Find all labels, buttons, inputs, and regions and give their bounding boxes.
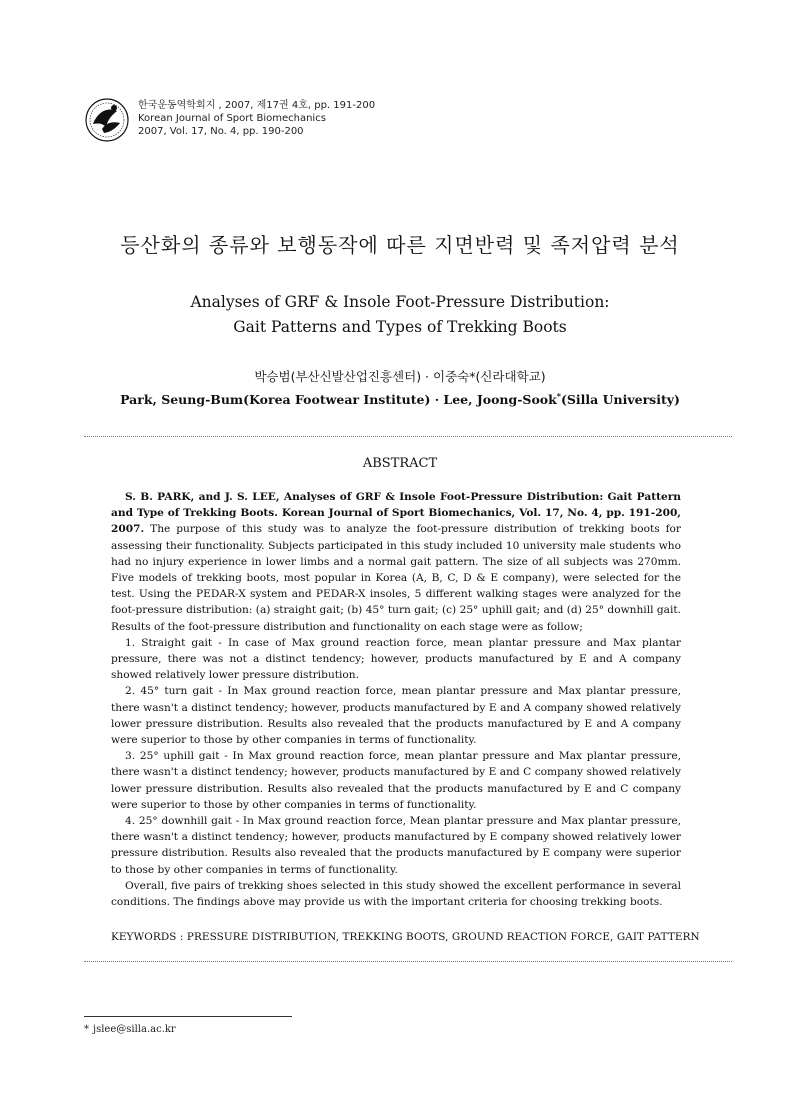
abstract-item-1: 1. Straight gait - In case of Max ground reaction force, mean plantar pressure and Max plantar pressure, there was not a distinct tendency; however, products manufactured by E and A company showed relatively lower pressure distribution. (111, 636, 681, 682)
korean-title: 등산화의 종류와 보행동작에 따른 지면반력 및 족저압력 분석 (120, 233, 680, 257)
keywords: KEYWORDS : PRESSURE DISTRIBUTION, TREKKING BOOTS, GROUND REACTION FORCE, GAIT PATTERN (111, 931, 700, 943)
authors-korean: 박승범(부산신발산업진흥센터) · 이중숙*(신라대학교) (254, 369, 546, 384)
journal-line-volume: 2007, Vol. 17, No. 4, pp. 190-200 (138, 126, 304, 137)
english-title-line2: Gait Patterns and Types of Trekking Boots (233, 318, 567, 336)
footnote-rule (84, 1016, 292, 1017)
authors-english-part2: (Silla University) (560, 392, 680, 408)
abstract-item-3: 3. 25° uphill gait - In Max ground reaction force, mean plantar pressure and Max plantar pressure, there wasn't a distinct tendency; however, products manufactured by E and C company showed relatively lower pressure distribution. Results also revealed that the products manufactured by E and C company were superior to those by other companies in terms of functionality. (111, 750, 681, 811)
authors-english (0, 391, 800, 407)
journal-citation-block (138, 99, 458, 138)
abstract-heading: ABSTRACT (362, 456, 438, 471)
journal-line-korean: 한국운동역학회지 , 2007, 제17권 4호, pp. 191-200 (138, 100, 376, 111)
english-title (0, 290, 800, 340)
footnote-mark: * (84, 1024, 89, 1035)
journal-logo-icon (84, 97, 130, 143)
abstract-intro-text: The purpose of this study was to analyze the foot-pressure distribution of trekking boots for assessing their functionality. Subjects participated in this study included 10 university male students who had no injury experience in lower limbs and a normal gait pattern. The size of all subjects was 270mm. Five models of trekking boots, most popular in Korea (A, B, C, D & E company), were selected for the test. Using the PEDAR-X system and PEDAR-X insoles, 5 different walking stages were analyzed for the foot-pressure distribution: (a) straight gait; (b) 45° turn gait; (c) 25° uphill gait; and (d) 25° downhill gait. Results of the foot-pressure distribution and functionality on each stage were as follow; (111, 523, 681, 633)
abstract-paragraph-intro (111, 489, 681, 635)
top-divider (84, 436, 732, 437)
footnote (84, 1024, 176, 1035)
abstract-item-4: 4. 25° downhill gait - In Max ground reaction force, Mean plantar pressure and Max plantar pressure, there wasn't a distinct tendency; however, products manufactured by E company showed relatively lower pressure distribution. Results also revealed that the products manufactured by E company were superior to those by other companies in terms of functionality. (111, 815, 681, 876)
bottom-divider (84, 961, 732, 962)
abstract-item-2: 2. 45° turn gait - In Max ground reaction force, mean plantar pressure and Max plantar pressure, there wasn't a distinct tendency; however, products manufactured by E and A company showed relatively lower pressure distribution. Results also revealed that the products manufactured by E and A company were superior to those by other companies in terms of functionality. (111, 685, 681, 747)
journal-line-name: Korean Journal of Sport Biomechanics (138, 113, 326, 124)
abstract-overall: Overall, five pairs of trekking shoes selected in this study showed the excellent performance in several conditions. The findings above may provide us with the important criteria for choosing trekking boots. (111, 879, 681, 909)
english-title-line1: Analyses of GRF & Insole Foot-Pressure Distribution: (190, 293, 610, 311)
authors-english-part1: Park, Seung-Bum(Korea Footwear Institute) · Lee, Joong-Sook (120, 392, 557, 408)
abstract-body (111, 489, 681, 910)
footnote-email: jslee@silla.ac.kr (93, 1024, 176, 1035)
corresponding-author-mark: * (556, 391, 561, 401)
abstract-citation: S. B. PARK, and J. S. LEE, Analyses of GRF & Insole Foot-Pressure Distribution: Gait Pattern and Type of Trekking Boots. Korean Journal of Sport Biomechanics, Vol. 17, No. 4, pp. 191-200, 2007. (111, 491, 681, 536)
